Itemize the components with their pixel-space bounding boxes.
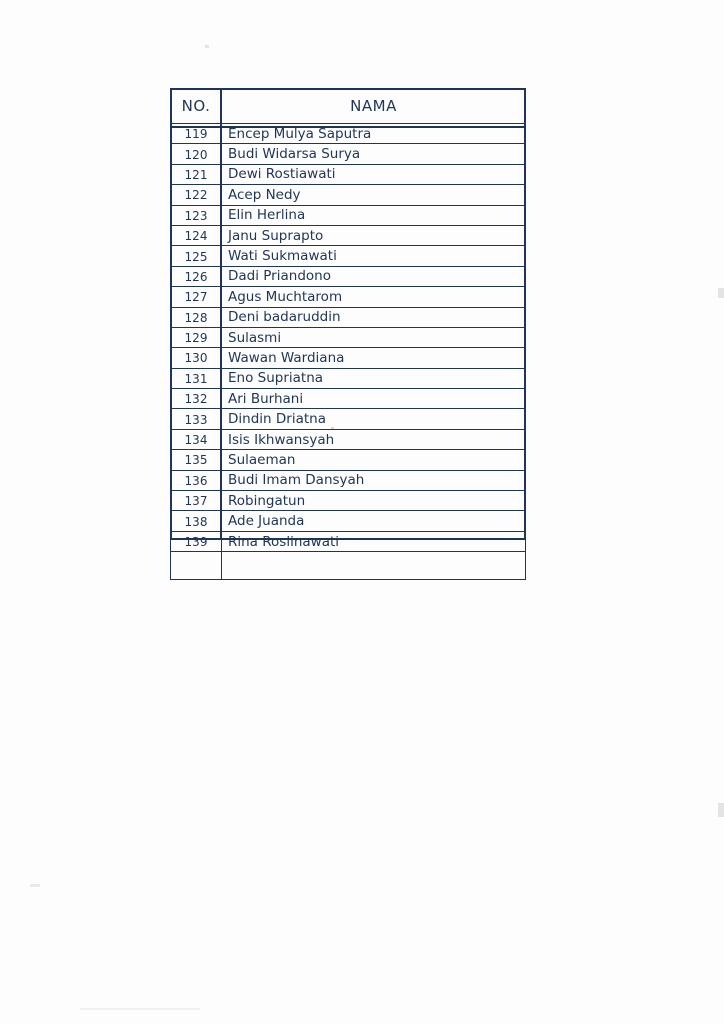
row-number: 139: [171, 531, 222, 551]
row-number: 121: [171, 164, 222, 184]
table-row: [171, 409, 526, 429]
scan-speck: [718, 803, 724, 817]
row-name: Wati Sukmawati: [222, 246, 526, 266]
table-row: [171, 450, 526, 470]
row-number: 131: [171, 368, 222, 388]
row-number: 137: [171, 491, 222, 511]
row-number: 123: [171, 205, 222, 225]
table-row: [171, 185, 526, 205]
table-row: [171, 164, 526, 184]
table-row: [171, 368, 526, 388]
row-number: 119: [171, 124, 222, 144]
table-header: [171, 89, 526, 124]
table-row: [171, 307, 526, 327]
row-name: Janu Suprapto: [222, 225, 526, 245]
row-name: Dadi Priandono: [222, 266, 526, 286]
row-name-empty: [222, 552, 526, 580]
row-number: 135: [171, 450, 222, 470]
row-name: Eno Supriatna: [222, 368, 526, 388]
table-row: [171, 389, 526, 409]
row-number: 127: [171, 287, 222, 307]
table-row: [171, 491, 526, 511]
table-row: [171, 348, 526, 368]
row-name: Wawan Wardiana: [222, 348, 526, 368]
row-name: Isis Ikhwansyah: [222, 429, 526, 449]
row-number: 128: [171, 307, 222, 327]
table-row: [171, 144, 526, 164]
row-number: 125: [171, 246, 222, 266]
table-row: [171, 205, 526, 225]
row-number: 133: [171, 409, 222, 429]
row-number: 132: [171, 389, 222, 409]
row-number: 120: [171, 144, 222, 164]
scan-speck: [30, 884, 40, 887]
row-name: Budi Imam Dansyah: [222, 470, 526, 490]
column-header-no: NO.: [171, 89, 222, 124]
table-row-empty: [171, 552, 526, 580]
row-number: 122: [171, 185, 222, 205]
row-number-empty: [171, 552, 222, 580]
table-row: [171, 531, 526, 551]
table-row: [171, 470, 526, 490]
table-body: [171, 124, 526, 580]
row-name: Dindin Driatna: [222, 409, 526, 429]
row-number: 138: [171, 511, 222, 531]
row-name: Deni badaruddin: [222, 307, 526, 327]
name-list-table-container: [170, 88, 526, 580]
table-row: [171, 511, 526, 531]
row-name: Encep Mulya Saputra: [222, 124, 526, 144]
row-number: 124: [171, 225, 222, 245]
row-number: 129: [171, 327, 222, 347]
table-row: [171, 429, 526, 449]
row-name: Ari Burhani: [222, 389, 526, 409]
row-name: Rina Roslinawati: [222, 531, 526, 551]
row-number: 134: [171, 429, 222, 449]
row-name: Acep Nedy: [222, 185, 526, 205]
row-number: 126: [171, 266, 222, 286]
table-header-row: [171, 89, 526, 124]
scan-speck: [718, 288, 724, 298]
row-name: Sulasmi: [222, 327, 526, 347]
row-name: Elin Herlina: [222, 205, 526, 225]
column-header-nama: NAMA: [222, 89, 526, 124]
table-row: [171, 225, 526, 245]
table-row: [171, 327, 526, 347]
row-name: Robingatun: [222, 491, 526, 511]
row-name: Ade Juanda: [222, 511, 526, 531]
table-row: [171, 266, 526, 286]
row-name: Sulaeman: [222, 450, 526, 470]
row-name: Budi Widarsa Surya: [222, 144, 526, 164]
table-row: [171, 124, 526, 144]
scan-speck: [205, 45, 209, 48]
table-row: [171, 246, 526, 266]
row-name: Dewi Rostiawati: [222, 164, 526, 184]
row-number: 130: [171, 348, 222, 368]
row-number: 136: [171, 470, 222, 490]
scan-speck: [80, 1008, 200, 1010]
table-row: [171, 287, 526, 307]
row-name: Agus Muchtarom: [222, 287, 526, 307]
name-list-table: [170, 88, 526, 580]
